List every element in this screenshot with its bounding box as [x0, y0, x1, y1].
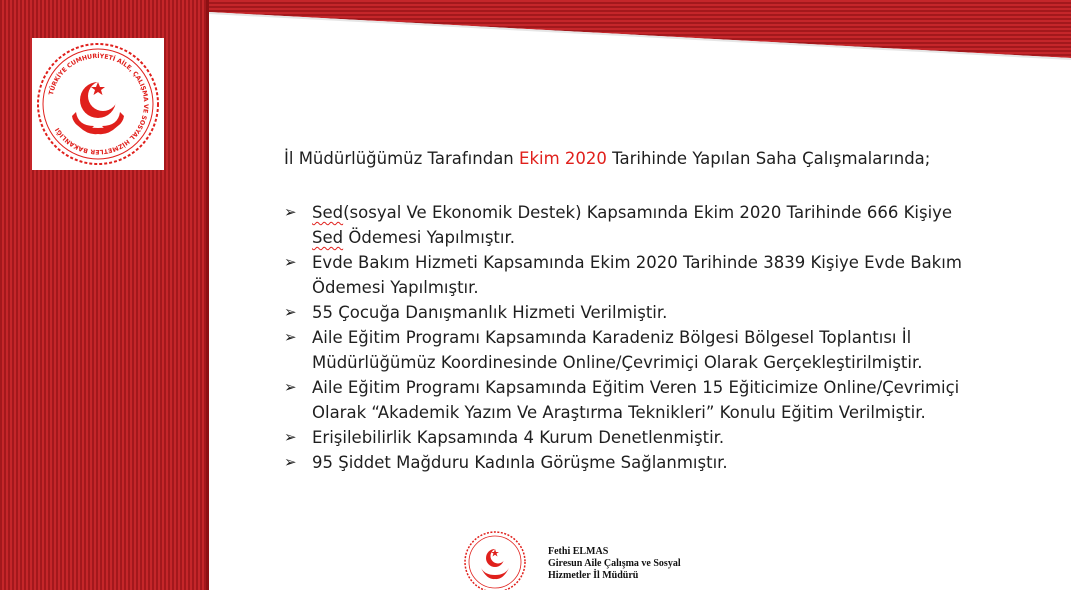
list-item — [284, 450, 1004, 475]
bullet-arrow-icon: ➢ — [284, 303, 297, 321]
bullet-arrow-icon: ➢ — [284, 453, 297, 471]
sidebar-edge — [206, 0, 209, 590]
list-item-text: (sosyal Ve Ekonomik Destek) Kapsamında Ekim 2020 Tarihinde 666 Kişiye — [343, 203, 953, 222]
list-item-text: 55 Çocuğa Danışmanlık Hizmeti Verilmiştir. — [312, 303, 668, 322]
bullet-arrow-icon: ➢ — [284, 253, 297, 271]
list-item-text: Sed — [312, 228, 344, 247]
activity-list — [284, 200, 1004, 475]
list-item-text: Olarak “Akademik Yazım Ve Araştırma Teknikleri” Konulu Eğitim Verilmiştir. — [312, 403, 926, 422]
bullet-arrow-icon: ➢ — [284, 203, 297, 221]
list-item — [284, 325, 1004, 375]
bullet-arrow-icon: ➢ — [284, 328, 297, 346]
list-item-text: 95 Şiddet Mağduru Kadınla Görüşme Sağlanmıştır. — [312, 453, 728, 472]
signature-logo — [455, 528, 535, 590]
ministry-seal-small-icon — [455, 528, 535, 590]
list-item — [284, 250, 1004, 300]
main-content — [284, 146, 1004, 475]
list-item-text: Müdürlüğümüz Koordinesinde Online/Çevrimiçi Olarak Gerçekleştirilmiştir. — [312, 353, 923, 372]
page-heading — [284, 146, 1004, 171]
list-item — [284, 375, 1004, 425]
ministry-seal-icon — [32, 38, 164, 170]
list-item — [284, 425, 1004, 450]
list-item — [284, 300, 1004, 325]
heading-highlight: Ekim 2020 — [519, 149, 607, 168]
list-item-text: Ödemesi Yapılmıştır. — [312, 278, 479, 297]
signature-title-line2: Hizmetler İl Müdürü — [548, 570, 639, 581]
list-item-text: Aile Eğitim Programı Kapsamında Karadeniz Bölgesi Bölgesel Toplantısı İl — [312, 328, 912, 347]
svg-text:TÜRKİYE CUMHURİYETİ AİLE, ÇALI: TÜRKİYE CUMHURİYETİ AİLE, ÇALIŞMA VE SOSYAL HİZMETLER BAKANLIĞI — [47, 52, 150, 156]
ministry-logo — [32, 38, 164, 170]
list-item-text: Evde Bakım Hizmeti Kapsamında Ekim 2020 Tarihinde 3839 Kişiye Evde Bakım — [312, 253, 962, 272]
heading-suffix: Tarihinde Yapılan Saha Çalışmalarında; — [606, 149, 931, 168]
signature-block — [548, 546, 681, 582]
signature-title-line1: Giresun Aile Çalışma ve Sosyal — [548, 558, 681, 569]
list-item-text: Ödemesi Yapılmıştır. — [343, 228, 515, 247]
list-item-text: Erişilebilirlik Kapsamında 4 Kurum Denetlenmiştir. — [312, 428, 725, 447]
bullet-arrow-icon: ➢ — [284, 378, 297, 396]
heading-prefix: İl Müdürlüğümüz Tarafından — [284, 149, 520, 168]
bullet-arrow-icon: ➢ — [284, 428, 297, 446]
list-item-text: Aile Eğitim Programı Kapsamında Eğitim Veren 15 Eğiticimize Online/Çevrimiçi — [312, 378, 960, 397]
top-stripe — [209, 0, 1071, 60]
list-item — [284, 200, 1004, 250]
list-item-text: Sed — [312, 203, 344, 222]
signature-name: Fethi ELMAS — [548, 546, 609, 557]
